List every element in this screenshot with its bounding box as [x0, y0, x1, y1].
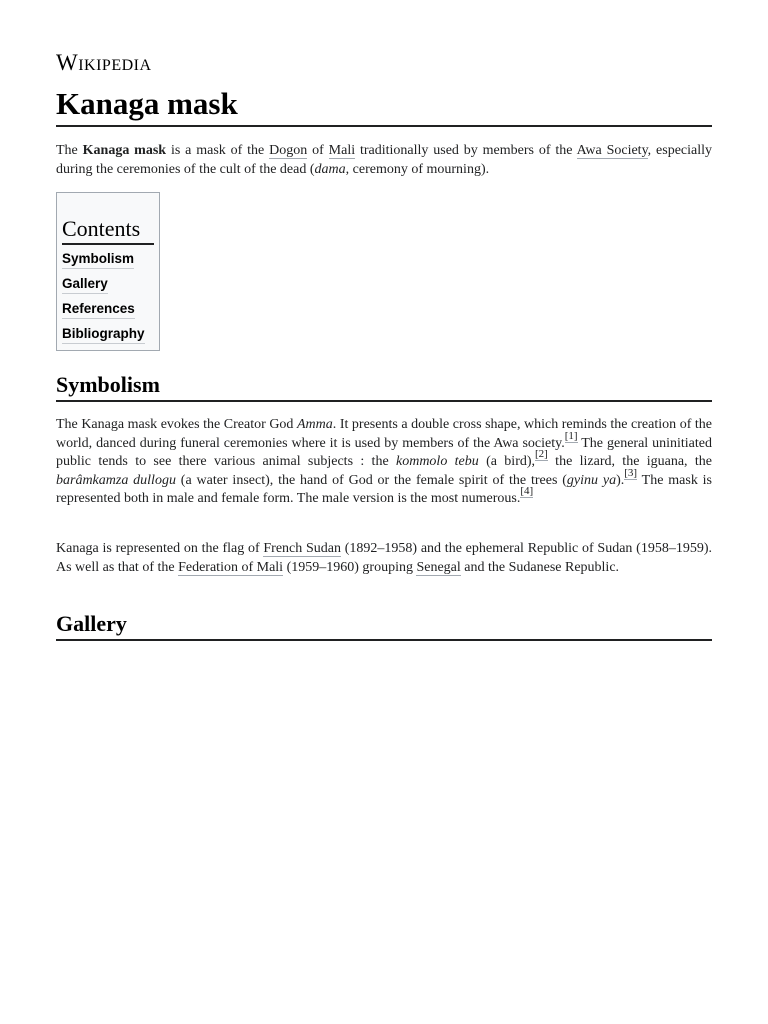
intro-text: of — [307, 143, 329, 158]
intro-text: , ceremony of mourning). — [345, 161, 490, 177]
link-senegal[interactable]: Senegal — [416, 559, 461, 575]
link-awa-society[interactable]: Awa Society — [576, 143, 648, 158]
paragraph-text: The Kanaga mask evokes the Creator God — [56, 417, 297, 432]
paragraph-text: The general uninitiated public tends to see there various animal subjects : the — [56, 435, 712, 469]
symbolism-paragraph-1 — [56, 416, 712, 509]
toc-item-references[interactable]: References — [62, 300, 135, 319]
link-french-sudan[interactable]: French Sudan — [263, 541, 342, 556]
symbolism-paragraph-2 — [56, 540, 712, 577]
link-dogon[interactable]: Dogon — [269, 143, 308, 158]
toc-title: Contents — [62, 215, 154, 245]
paragraph-text: (1892–1958) and the ephemeral Republic of Sudan (1958–1959). As well as that of the — [56, 541, 712, 575]
wikipedia-logo[interactable]: Wikipedia — [56, 50, 152, 75]
citation-2[interactable]: [2] — [535, 448, 548, 461]
italic-kommolo-tebu: kommolo tebu — [396, 454, 479, 469]
paragraph-text: (1959–1960) grouping — [283, 559, 417, 575]
intro-text: The — [56, 143, 83, 158]
intro-text: traditionally used by members of the — [355, 143, 577, 158]
citation-1[interactable]: [1] — [564, 429, 578, 442]
paragraph-text: . It presents a double cross shape, which reminds the creation of the world, danced during funeral ceremonies where it is used by members of the Awa society. — [56, 417, 713, 451]
paragraph-text: The mask is represented both in male and female form. The male version is the most numerous. — [56, 472, 712, 506]
page-title: Kanaga mask — [56, 84, 712, 127]
italic-baramkamza-dullogu: barâmkamza dullogu — [56, 472, 176, 488]
section-heading-symbolism: Symbolism — [56, 371, 712, 402]
link-mali[interactable]: Mali — [328, 143, 356, 158]
section-heading-gallery: Gallery — [56, 610, 712, 641]
toc-item-symbolism[interactable]: Symbolism — [62, 250, 134, 269]
intro-bold-term: Kanaga mask — [82, 143, 167, 158]
italic-gyinu-ya: gyinu ya — [566, 472, 617, 488]
italic-amma: Amma — [296, 417, 333, 432]
intro-italic-dama: dama — [314, 161, 346, 177]
paragraph-text: and the Sudanese Republic. — [460, 559, 620, 575]
paragraph-text: Kanaga is represented on the flag of — [56, 541, 264, 556]
paragraph-text: ). — [616, 472, 625, 488]
intro-text: , especially during the ceremonies of the cult of the dead ( — [56, 143, 713, 177]
paragraph-text: the lizard, the iguana, the — [547, 454, 712, 469]
link-federation-of-mali[interactable]: Federation of Mali — [178, 559, 284, 575]
citation-4[interactable]: [4] — [520, 485, 534, 498]
paragraph-text: (a bird), — [478, 454, 536, 469]
paragraph-text: (a water insect), the hand of God or the female spirit of the trees ( — [175, 472, 567, 488]
toc-item-gallery[interactable]: Gallery — [62, 275, 108, 294]
toc-item-bibliography[interactable]: Bibliography — [62, 325, 145, 344]
citation-3[interactable]: [3] — [624, 466, 638, 479]
table-of-contents — [56, 192, 160, 351]
intro-text: is a mask of the — [166, 143, 270, 158]
intro-paragraph — [56, 142, 712, 179]
